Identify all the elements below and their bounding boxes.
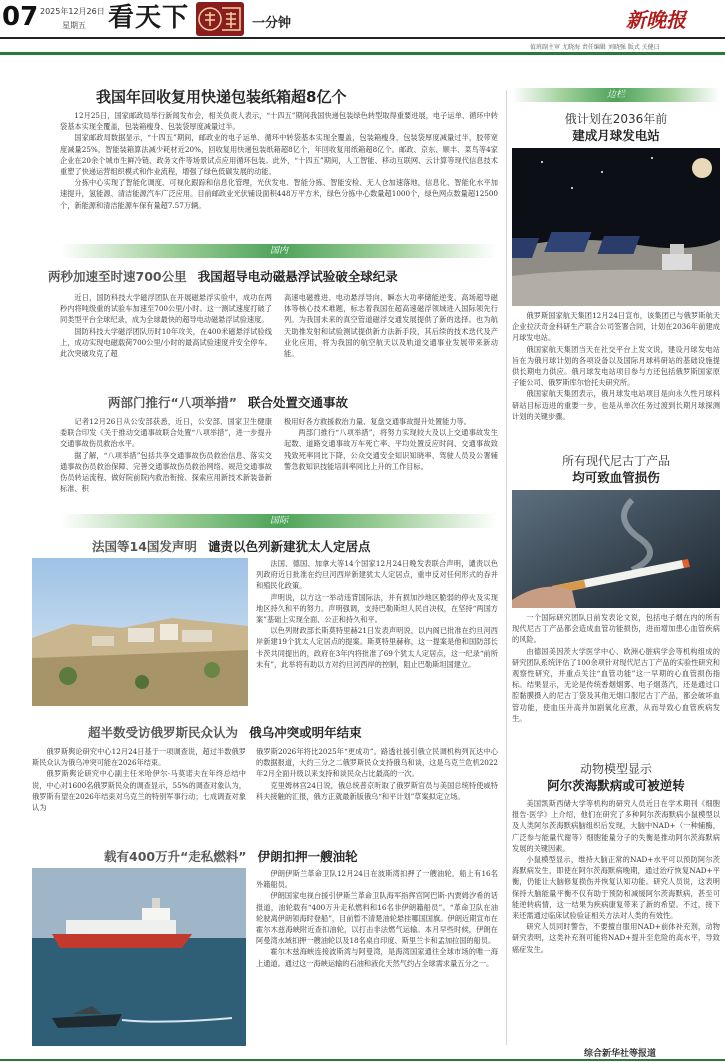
page-number: 07 — [2, 2, 39, 32]
tanker-photo — [32, 868, 246, 1046]
seal-graphic — [196, 2, 244, 36]
article5-paragraph: 俄罗斯舆论研究中心副主任米哈伊尔·马莫诺夫在年终总结中说，中心对1600名俄罗斯民众的调查显示，55%的调查对象认为，俄罗斯有望在2026年结束对乌克兰的特别军事行动；七成调查对象认为 — [32, 769, 246, 813]
article2-paragraph: 高速电磁推进、电动悬浮导向、瞬态大功率储能逆变、高场超导磁体等核心技术难题，标志着我国在超高速磁浮领域进入国际领先行列。为我国未来的真空管道磁浮交通发展提供了新的选择。也为航天助推发射和试验测试提供新方法新手段，其后续的技术迭代及产业化应用，将为我国的航空航天以及轨道交通事业发展带来新动能。 — [284, 293, 498, 359]
side1-body — [512, 310, 720, 422]
masthead-subtitle: 一分钟 — [252, 16, 292, 31]
article5-title-lead: 超半数受访俄罗斯民众认为 — [88, 725, 239, 740]
article5-paragraph: 俄罗斯舆论研究中心12月24日基于一项调查说，超过半数俄罗斯民众认为俄乌冲突可能在2026年结束。 — [32, 747, 246, 768]
article3-col2 — [284, 416, 498, 472]
sidebar-header: 边栏 — [512, 88, 720, 102]
side3-paragraph: 小鼠模型显示，维持大脑正常的NAD+水平可以预防阿尔茨海默病发生，即使在阿尔茨海默病晚期，通过治疗恢复NAD+平衡，仍能让大脑修复损伤并恢复认知功能。研究人员说，这表明保持大脑能量平衡不仅有助于预防和减缓阿尔茨海默病，甚至可能逆转病情，这一结果为疾病康复带来了新的希望。不过，接下来还需通过临床试验验证相关方法对人类的有效性。 — [512, 855, 720, 921]
side2-paragraph: 一个国际研究团队日前发表论文说，包括电子烟在内的所有现代尼古丁产品都会造成血管功能损伤，进而增加患心血管疾病的风险。 — [512, 613, 720, 645]
section-domestic-header: 国内 — [60, 244, 498, 258]
side3-title-line1: 动物模型显示 — [579, 762, 652, 776]
article5-paragraph: 克里姆林宫24日说，俄总统普京听取了俄罗斯官员与美国总统特使威特科夫接触的汇报，俄方正就最新版俄乌“和平计划”草案拟定立场。 — [256, 780, 498, 801]
article3-title-lead: 两部门推行“八项举措” — [108, 395, 237, 410]
masthead — [0, 0, 725, 51]
article6-paragraph: 伊朗国家电视台援引伊斯兰革命卫队海军指挥官阿巴斯·内贾姆汐希的话报道，油轮载有“400万升走私燃料和16名非伊朗籍船员”。“革命卫队在油轮驶离伊朗领海时登船”，目前暂不清楚油轮悬挂哪国国旗。伊朗近期宣布在霍尔木兹海峡附近查扣油轮，以打击非法燃气运输。本月早些时候，伊朗在阿曼湾水域扣押一艘油轮以及18名桌自印度、斯里兰卡和孟加拉国的船员。 — [256, 891, 498, 946]
masthead-rule — [0, 37, 725, 39]
article2-col2 — [284, 292, 498, 359]
paper-logo: 新晚报 — [626, 8, 686, 32]
moon-station-image — [512, 148, 720, 306]
article1-paragraph: 12月25日，国家邮政局举行新闻发布会，相关负责人表示，“十四五”期间我国快递包装绿色转型取得重要进展，电子运单、循环中转袋基本实现全覆盖，包装箱瘦身、包装袋厚度减量过半。 — [60, 111, 498, 132]
article4-title-main: 谴责以色列新建犹太人定居点 — [208, 539, 371, 554]
green-strip — [0, 52, 725, 55]
article6-body — [256, 868, 498, 969]
article3-paragraph: 据了解，“八项举措”包括共享交通事故伤员救治信息、落实交通事故伤员救治保障、完善交通事故伤员救治网络、规范交通事故伤员转运流程、做好院前院内救治衔接、探索应用新技术新装备新标准、积 — [60, 450, 272, 494]
article1-paragraph: 国家邮政局数据显示，“十四五”期间，邮政业的电子运单、循环中转袋基本实现全覆盖，包装箱瘦身，包装袋厚度减量过半，胶带宽度减量25%，智能装箱算法减少耗材近20%，回收复用快递包装纸箱超8亿个，年回收复用纸箱超8亿个。邮政、京东、顺丰、菜鸟等4家企业在20余个城市生鲜冷链、政务文件等场景试点应用循环包装。此外，“十四五”期间，人工智能、移动互联网、云计算等现代信息技术重塑了快递运营组织模式和作业流程，增强了绿色低碳发展的动能。 — [60, 133, 498, 177]
issue-weekday: 星期五 — [62, 21, 86, 30]
side1-paragraph: 俄国家航天集团表示，俄月球发电站项目是向永久性月球科研站目标迈进的重要一步，也是从单次任务过渡到长期月球探测计划的关键步骤。 — [512, 389, 720, 421]
side1-paragraph: 俄罗斯国家航天集团12月24日宣布，该集团已与俄罗斯航天企业拉沃奇金科研生产联合公司签署合同，计划在2036年前建成月球发电站。 — [512, 311, 720, 343]
tanker-photo-graphic — [32, 868, 246, 1046]
side2-title-line1: 所有现代尼古丁产品 — [561, 454, 670, 468]
article6-paragraph: 伊朗伊斯兰革命卫队12月24日在波斯湾扣押了一艘油轮，船上有16名外籍船员。 — [256, 869, 498, 890]
side3-body — [512, 798, 720, 955]
article2-title-lead: 两秒加速至时速700公里 — [48, 269, 187, 284]
article3-col1 — [60, 416, 272, 494]
article5-col2 — [256, 746, 498, 802]
article2-col1 — [60, 292, 272, 359]
side1-title-line2: 建成月球发电站 — [572, 128, 660, 143]
article5-paragraph: 俄罗斯2026年将比2025年“更成功”。路透社援引俄立民调机构列瓦达中心的数据报道，大约三分之二俄罗斯民众支持俄乌和谈，这是乌克兰危机2022年2月全面升级以来支持和谈民众占比最高的一次。 — [256, 747, 498, 779]
editor-credit-item: 值班副主审 — [530, 44, 561, 51]
article4-body — [256, 558, 498, 670]
side3-paragraph: 美国凯斯西储大学等机构的研究人员近日在学术期刊《细胞报告·医学》上介绍，他们在研究了多种阿尔茨海默病小鼠模型以及人类阿尔茨海默病脑组织后发现，大脑中NAD+（一种辅酶，广泛参与能量代谢等）细胞能量分子的失衡是推动阿尔茨海默病发展的关键因素。 — [512, 799, 720, 853]
editor-credit-item: 版式 — [627, 44, 640, 51]
article6-paragraph: 霍尔木兹海峡连接波斯湾与阿曼湾，是海湾国家通往全球市场的唯一海上通道。通过这一海峡运输的石油和液化天然气约占全球需求量五分之一。 — [256, 947, 498, 968]
article4-paragraph: 以色列财政部长斯莫特里赫21日发表声明说，以内阁已批准在约旦河西岸新建19个犹太人定居点的提案。斯莫特里赫称，这一提案是他和国防部长卡茨共同提出的，政府在3年内将批准了69个犹太人定居点，这一纪录“前所未有”，此举将有助以方对约旦河西岸的控制，阻止巴勒斯坦国建立。 — [256, 626, 498, 669]
article2-title — [48, 266, 398, 285]
column-name: 看天下 — [108, 3, 190, 33]
article2-title-main: 我国超导电动磁悬浮试验破全球纪录 — [197, 269, 398, 284]
cigarette-image — [512, 490, 720, 608]
editor-credit-item: 尤晓海 — [561, 44, 580, 51]
side1-title-line1: 俄计划在2036年前 — [564, 112, 668, 126]
bottom-rule — [0, 1059, 725, 1061]
article3-paragraph: 两部门推行“八项举措”，将努力实现较大及以上交通事故发生起数、道路交通事故万车死亡率、平均处置反应时间、交通事故致残致死率同比下降，公众交通安全知识知晓率、驾驶人员及公署辅警急救知识技能培训率同比上升的工作目标。 — [284, 428, 498, 471]
section-international-header: 国际 — [60, 514, 498, 528]
issue-date: 2025年12月26日 — [40, 7, 105, 16]
settlement-photo-graphic — [32, 558, 248, 706]
moon-station-graphic — [512, 148, 720, 306]
article5-title-main: 俄乌冲突或明年结束 — [249, 725, 362, 740]
article3-paragraph: 记者12月26日从公安部获悉，近日，公安部、国家卫生健康委联合印发《关于推动交通事故联合处置“八项举措”，进一步提升交通事故伤员救治水平。 — [60, 417, 272, 449]
side2-paragraph: 由德国美因茨大学医学中心、欧洲心脏病学会等机构组成的研究团队系统评估了100余项针对现代尼古丁产品的实验性研究和观察性研究，并重点关注“血管功能”这一早期的心血管损伤指标。结果显示，无论是传统香烟烟雾、电子烟蒸汽，还是通过口腔黏膜摄入的尼古丁袋及其他无烟口服尼古丁产品，都会破坏血管功能，使血压升高并加剧氧化应激，从而导致心血管疾病发生。 — [512, 646, 720, 723]
editor-credit-item: 刘晓强 — [607, 44, 626, 51]
side1-paragraph: 俄国家航天集团当天在社交平台上发文说，建设月球发电站旨在为俄月球计划的各项设备以及国际月球科研站的基础设施提供长期电力供应。俄月球发电站项目参与方还包括俄罗斯国家原子能公司、俄罗斯库尔恰托夫研究所。 — [512, 344, 720, 388]
article4-paragraph: 法国、德国、加拿大等14个国家12月24日晚发表联合声明，谴责以色列政府近日批准在约旦河西岸新建犹太人定居点，重申反对任何形式的吞并和殖民化政策。 — [256, 559, 498, 591]
article6-title-lead: 载有400万升“走私燃料” — [104, 849, 247, 864]
side2-title-line2: 均可致血管损伤 — [572, 470, 660, 485]
editor-credit-item: 关健曰 — [641, 44, 660, 51]
sidebar-divider — [506, 90, 507, 1045]
article1-paragraph: 分拣中心实现了智能化调度、可视化跟踪和信息化管理，光伏发电、智能分拣、智能安检、无人仓加速落地，信息化、智能化水平加速提升，氢能源、清洁能源汽车广泛应用。目前邮政业光伏铺设面积448万平方米，绿色分拣中心数量超1000个，绿色网点数量超12500个，新能源和清洁能源车保有量超7.57万辆。 — [60, 178, 498, 210]
article5-title — [88, 722, 362, 741]
article1-body — [60, 110, 498, 211]
article2-paragraph: 近日，国防科技大学磁浮团队在开展磁悬浮实验中，成功在两秒内将吨级重的试验车加速至700公里/小时。这一测试速度打破了同类型平台全球纪录，成为全球最快的超导电动磁悬浮试验速度。 — [60, 293, 272, 325]
article5-col1 — [32, 746, 246, 813]
article3-paragraph: 极用好各方救援救治力量、复盘交通事故提升处置能力等。 — [284, 417, 471, 426]
settlement-photo — [32, 558, 248, 706]
article4-title — [92, 536, 371, 555]
article1-title: 我国年回收复用快递包装纸箱超8亿个 — [96, 88, 347, 106]
side3-paragraph: 研究人员同时警告，不要擅自服用NAD+前体补充剂，动物研究表明，这类补充剂可能将NAD+提升至危险的高水平，导致癌症发生。 — [512, 922, 720, 954]
article6-title — [104, 846, 358, 865]
article4-paragraph: 声明说，以方这一举动违背国际法，并有损加沙地区脆弱的停火及实现地区持久和平的努力。声明强调，支持巴勒斯坦人民自决权，在坚持“两国方案”基础上实现全面、公正和持久和平。 — [256, 592, 498, 625]
article2-paragraph: 国防科技大学磁浮团队历时10年攻关，在400米磁悬浮试验线上，成功实现电磁载荷700公里/小时的最高试验速度并安全停车。此次突破攻克了超 — [60, 326, 272, 359]
side2-body — [512, 612, 720, 724]
masthead-seal — [196, 2, 244, 36]
article3-title — [108, 392, 348, 411]
footer-source: 综合新华社等报道 — [584, 1049, 657, 1059]
article4-title-lead: 法国等14国发声明 — [92, 539, 197, 554]
article6-title-main: 伊朗扣押一艘油轮 — [257, 849, 358, 864]
cigarette-graphic — [512, 490, 720, 608]
article3-title-main: 联合处置交通事故 — [248, 395, 349, 410]
editor-credits — [530, 42, 660, 51]
editor-credit-item: 责任编辑 — [581, 44, 606, 51]
side3-title-line2: 阿尔茨海默病或可被逆转 — [547, 778, 685, 793]
